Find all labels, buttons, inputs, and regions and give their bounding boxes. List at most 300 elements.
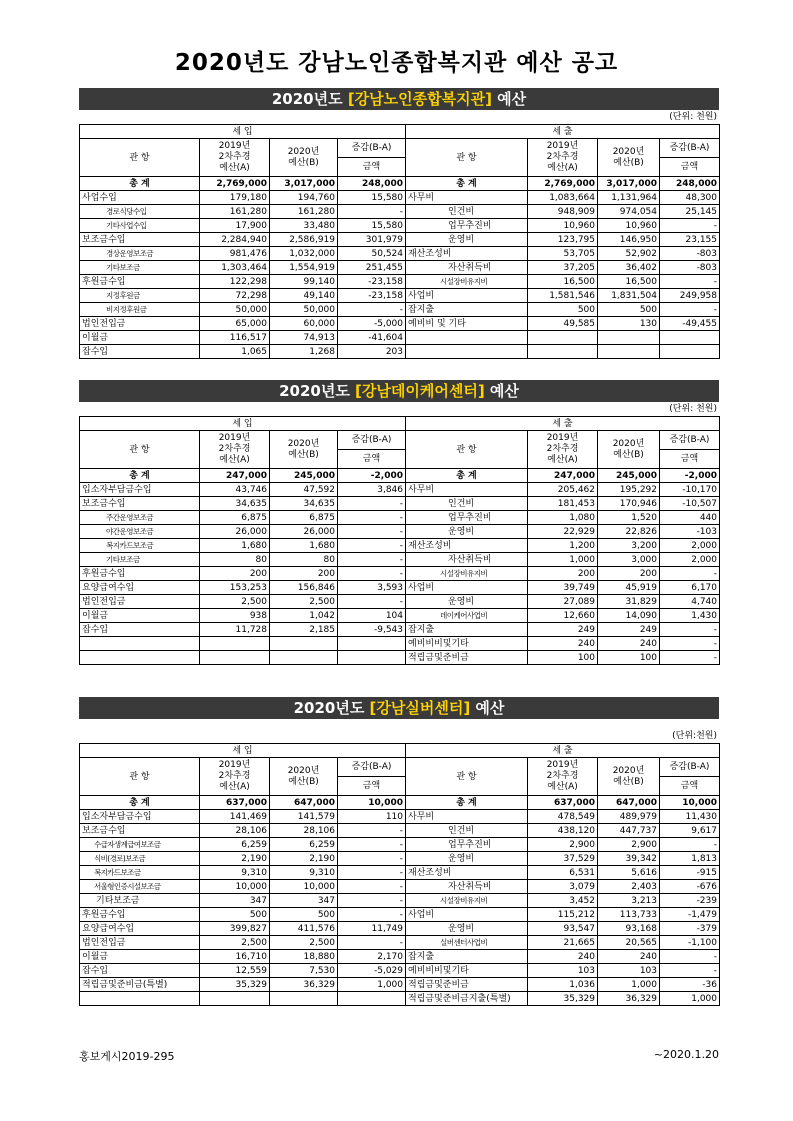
- expense-value: -: [660, 303, 720, 317]
- expense-value: 36,402: [598, 261, 660, 275]
- expense-value: 93,547: [528, 922, 598, 936]
- revenue-value: 200: [270, 567, 338, 581]
- expense-item-label: 잡지출: [406, 303, 528, 317]
- table-row: [80, 317, 720, 331]
- revenue-value: -: [338, 567, 406, 581]
- revenue-value: -: [338, 595, 406, 609]
- revenue-item-label: 경상운영보조금: [80, 247, 200, 261]
- expense-value: 48,300: [660, 191, 720, 205]
- expense-value: 113,733: [598, 908, 660, 922]
- revenue-value: 1,042: [270, 609, 338, 623]
- table-row: [80, 219, 720, 233]
- item-column-header: 관 항: [80, 139, 200, 177]
- table-row: [80, 992, 720, 1006]
- table-row: [80, 483, 720, 497]
- expense-value: [660, 331, 720, 345]
- table-row: [80, 511, 720, 525]
- revenue-value: -5,029: [338, 964, 406, 978]
- expense-item-label: [406, 345, 528, 359]
- revenue-value: -: [338, 497, 406, 511]
- expense-item-label: 재산조성비: [406, 539, 528, 553]
- revenue-value: 1,680: [200, 539, 270, 553]
- revenue-value: 1,268: [270, 345, 338, 359]
- revenue-item-label: 식비(경로)보조금: [80, 852, 200, 866]
- expense-value: -10,507: [660, 497, 720, 511]
- expense-item-label: 사업비: [406, 581, 528, 595]
- expense-value: 16,500: [528, 275, 598, 289]
- item-column-header: 관 항: [80, 431, 200, 469]
- expense-value: 1,581,546: [528, 289, 598, 303]
- revenue-item-label: 야간운영보조금: [80, 525, 200, 539]
- revenue-value: -: [338, 303, 406, 317]
- expense-item-label: 운영비: [406, 233, 528, 247]
- revenue-value: -: [338, 838, 406, 852]
- expense-value: 1,200: [528, 539, 598, 553]
- table-row: [80, 525, 720, 539]
- expense-value: 39,342: [598, 852, 660, 866]
- revenue-value: 16,710: [200, 950, 270, 964]
- revenue-item-label: 보조금수입: [80, 233, 200, 247]
- revenue-item-label: 법인전입금: [80, 317, 200, 331]
- cur-budget-header-line: 2020년: [612, 438, 645, 449]
- expense-item-label: [406, 331, 528, 345]
- expense-item-label: 사업비: [406, 289, 528, 303]
- prev-budget-header: [200, 431, 270, 469]
- table-row: [80, 936, 720, 950]
- revenue-value: 2,170: [338, 950, 406, 964]
- prev-budget-header-line: 2차추경: [546, 771, 579, 781]
- revenue-item-label: 법인전입금: [80, 595, 200, 609]
- revenue-value: 80: [270, 553, 338, 567]
- table-row: [80, 978, 720, 992]
- revenue-value: 179,180: [200, 191, 270, 205]
- posting-period: ~2020.1.20: [653, 1048, 719, 1061]
- revenue-value: 50,000: [200, 303, 270, 317]
- prev-budget-header: [528, 431, 598, 469]
- total-expense-value: -2,000: [660, 469, 720, 483]
- prev-budget-header: [528, 139, 598, 177]
- expense-value: 3,079: [528, 880, 598, 894]
- cur-budget-header-line: 2020년: [287, 146, 320, 157]
- total-expense-value: 248,000: [660, 177, 720, 191]
- expense-value: 240: [598, 950, 660, 964]
- amount-header: 금액: [338, 158, 406, 177]
- table-header-row: [80, 417, 720, 431]
- amount-header: 금액: [660, 777, 720, 796]
- expense-value: 249: [528, 623, 598, 637]
- revenue-value: 1,065: [200, 345, 270, 359]
- section-title-name: [강남노인종합복지관]: [347, 90, 492, 108]
- expense-value: -: [660, 651, 720, 665]
- expense-value: 146,950: [598, 233, 660, 247]
- expense-item-label: 운영비: [406, 922, 528, 936]
- expense-value: 22,826: [598, 525, 660, 539]
- expense-value: 1,083,664: [528, 191, 598, 205]
- table-row: [80, 581, 720, 595]
- section-title-prefix: 2020년도: [271, 90, 348, 108]
- total-revenue-value: 248,000: [338, 177, 406, 191]
- prev-budget-header-line: 예산(A): [547, 163, 578, 173]
- expense-value: 2,900: [598, 838, 660, 852]
- revenue-value: 33,480: [270, 219, 338, 233]
- expense-item-label: 예비비 및 기타: [406, 317, 528, 331]
- budget-table: [79, 416, 720, 665]
- revenue-item-label: 잡수입: [80, 345, 200, 359]
- prev-budget-header-line: 예산(A): [547, 782, 578, 792]
- item-column-header: 관 항: [406, 758, 528, 796]
- section-title-name: [강남데이케어센터]: [355, 382, 485, 400]
- revenue-value: [338, 651, 406, 665]
- prev-budget-header-line: 2019년: [218, 141, 251, 151]
- expense-value: 14,090: [598, 609, 660, 623]
- revenue-value: 161,280: [200, 205, 270, 219]
- expense-item-label: 실버센터사업비: [406, 936, 528, 950]
- revenue-value: 161,280: [270, 205, 338, 219]
- total-revenue-value: 647,000: [270, 796, 338, 810]
- expense-value: 240: [528, 950, 598, 964]
- revenue-item-label: 서울형인증시설보조금: [80, 880, 200, 894]
- table-row: [80, 595, 720, 609]
- table-row: [80, 651, 720, 665]
- expense-value: 36,329: [598, 992, 660, 1006]
- prev-budget-header-line: 2차추경: [218, 152, 251, 162]
- revenue-value: -41,604: [338, 331, 406, 345]
- revenue-item-label: [80, 651, 200, 665]
- revenue-item-label: 후원금수입: [80, 908, 200, 922]
- expense-value: 2,000: [660, 539, 720, 553]
- revenue-value: 47,592: [270, 483, 338, 497]
- cur-budget-header-line: 예산(B): [613, 157, 644, 168]
- table-row: [80, 303, 720, 317]
- cur-budget-header: [270, 758, 338, 796]
- total-revenue-value: 3,017,000: [270, 177, 338, 191]
- expense-value: 10,960: [528, 219, 598, 233]
- revenue-item-label: 기타보조금: [80, 553, 200, 567]
- revenue-value: 938: [200, 609, 270, 623]
- cur-budget-header-line: 예산(B): [288, 776, 319, 787]
- expense-item-label: 자산취득비: [406, 553, 528, 567]
- revenue-value: [270, 651, 338, 665]
- section-title: [79, 697, 719, 719]
- total-expense-value: 3,017,000: [598, 177, 660, 191]
- expense-value: -: [660, 567, 720, 581]
- revenue-value: 2,500: [200, 595, 270, 609]
- revenue-value: 28,106: [270, 824, 338, 838]
- revenue-item-label: 지정후원금: [80, 289, 200, 303]
- total-expense-value: 637,000: [528, 796, 598, 810]
- prev-budget-header-line: 2019년: [218, 433, 251, 443]
- total-expense-value: 647,000: [598, 796, 660, 810]
- total-label: 총 계: [80, 796, 200, 810]
- table-header-row: [80, 431, 720, 450]
- notice-number: 홍보게시2019-295: [79, 1050, 175, 1063]
- total-expense-value: 2,769,000: [528, 177, 598, 191]
- expense-value: [598, 345, 660, 359]
- expense-value: 22,929: [528, 525, 598, 539]
- prev-budget-header-line: 2차추경: [546, 444, 579, 454]
- expense-value: 31,829: [598, 595, 660, 609]
- table-header-row: [80, 744, 720, 758]
- amount-header: 금액: [660, 450, 720, 469]
- revenue-value: 1,680: [270, 539, 338, 553]
- revenue-value: -: [338, 866, 406, 880]
- revenue-value: 18,880: [270, 950, 338, 964]
- revenue-value: 251,455: [338, 261, 406, 275]
- unit-note: (단위: 천원): [669, 404, 717, 414]
- prev-budget-header-line: 2019년: [218, 760, 251, 770]
- section-gangnam-silver-center: [79, 697, 719, 1006]
- expense-value: 240: [598, 637, 660, 651]
- total-expense-value: 10,000: [660, 796, 720, 810]
- revenue-value: 11,749: [338, 922, 406, 936]
- table-row: [80, 908, 720, 922]
- expense-value: 12,660: [528, 609, 598, 623]
- revenue-item-label: 잡수입: [80, 623, 200, 637]
- revenue-value: [200, 992, 270, 1006]
- revenue-value: [338, 992, 406, 1006]
- total-row: [80, 796, 720, 810]
- expense-value: 200: [598, 567, 660, 581]
- expense-value: 438,120: [528, 824, 598, 838]
- expense-value: 1,813: [660, 852, 720, 866]
- revenue-value: 153,253: [200, 581, 270, 595]
- total-revenue-value: -2,000: [338, 469, 406, 483]
- expense-item-label: 잡지출: [406, 950, 528, 964]
- revenue-value: 2,500: [270, 595, 338, 609]
- expense-item-label: 예비비비및기타: [406, 964, 528, 978]
- table-row: [80, 852, 720, 866]
- budget-table: [79, 124, 720, 359]
- revenue-value: 36,329: [270, 978, 338, 992]
- revenue-header: 세 입: [80, 744, 406, 758]
- expense-header: 세 출: [406, 417, 720, 431]
- section-title: [79, 380, 719, 402]
- expense-value: 195,292: [598, 483, 660, 497]
- expense-value: -36: [660, 978, 720, 992]
- revenue-value: 981,476: [200, 247, 270, 261]
- expense-value: -803: [660, 247, 720, 261]
- expense-item-label: 예비비비및기타: [406, 637, 528, 651]
- revenue-value: 3,593: [338, 581, 406, 595]
- cur-budget-header: [598, 758, 660, 796]
- expense-item-label: 자산취득비: [406, 880, 528, 894]
- expense-value: 93,168: [598, 922, 660, 936]
- expense-item-label: 적립금및준비금: [406, 978, 528, 992]
- table-header-row: [80, 758, 720, 777]
- expense-value: 3,200: [598, 539, 660, 553]
- section-gangnam-daycare-center: [79, 380, 719, 665]
- revenue-item-label: 보조금수입: [80, 497, 200, 511]
- prev-budget-header-line: 2차추경: [218, 771, 251, 781]
- cur-budget-header: [598, 139, 660, 177]
- expense-value: 37,529: [528, 852, 598, 866]
- revenue-value: [338, 637, 406, 651]
- table-row: [80, 810, 720, 824]
- expense-value: 489,979: [598, 810, 660, 824]
- expense-value: 200: [528, 567, 598, 581]
- revenue-value: 2,500: [270, 936, 338, 950]
- total-row: [80, 177, 720, 191]
- amount-header: 금액: [338, 450, 406, 469]
- revenue-value: [200, 637, 270, 651]
- expense-value: 123,795: [528, 233, 598, 247]
- expense-item-label: 적립금및준비금지출(특별): [406, 992, 528, 1006]
- expense-value: 1,831,504: [598, 289, 660, 303]
- cur-budget-header-line: 2020년: [287, 765, 320, 776]
- revenue-value: 10,000: [200, 880, 270, 894]
- expense-header: 세 출: [406, 125, 720, 139]
- revenue-value: 1,032,000: [270, 247, 338, 261]
- revenue-value: 6,259: [200, 838, 270, 852]
- expense-value: -239: [660, 894, 720, 908]
- table-row: [80, 950, 720, 964]
- cur-budget-header-line: 2020년: [287, 438, 320, 449]
- revenue-value: 110: [338, 810, 406, 824]
- expense-value: 3,452: [528, 894, 598, 908]
- table-header-row: [80, 125, 720, 139]
- diff-header: 증감(B-A): [338, 431, 406, 450]
- expense-item-label: 운영비: [406, 595, 528, 609]
- expense-item-label: 사무비: [406, 191, 528, 205]
- expense-value: 205,462: [528, 483, 598, 497]
- expense-item-label: 사무비: [406, 483, 528, 497]
- expense-value: -: [660, 838, 720, 852]
- revenue-item-label: 후원금수입: [80, 567, 200, 581]
- revenue-item-label: 복지카드보조금: [80, 866, 200, 880]
- expense-value: [528, 331, 598, 345]
- revenue-value: 116,517: [200, 331, 270, 345]
- expense-value: 3,213: [598, 894, 660, 908]
- expense-value: 1,000: [528, 553, 598, 567]
- revenue-value: 34,635: [200, 497, 270, 511]
- revenue-value: 347: [200, 894, 270, 908]
- expense-value: -1,479: [660, 908, 720, 922]
- expense-value: 52,902: [598, 247, 660, 261]
- revenue-value: [270, 992, 338, 1006]
- expense-value: 21,665: [528, 936, 598, 950]
- revenue-value: 28,106: [200, 824, 270, 838]
- page-title: 2020년도 강남노인종합복지관 예산 공고: [174, 50, 619, 76]
- total-revenue-value: 10,000: [338, 796, 406, 810]
- revenue-item-label: 기타보조금: [80, 894, 200, 908]
- revenue-value: -: [338, 908, 406, 922]
- revenue-item-label: 기타사업수입: [80, 219, 200, 233]
- total-revenue-value: 247,000: [200, 469, 270, 483]
- expense-item-label: 인건비: [406, 497, 528, 511]
- expense-value: -10,170: [660, 483, 720, 497]
- prev-budget-header-line: 2019년: [546, 760, 579, 770]
- revenue-value: 6,875: [270, 511, 338, 525]
- cur-budget-header: [598, 431, 660, 469]
- table-row: [80, 838, 720, 852]
- expense-value: 20,565: [598, 936, 660, 950]
- expense-item-label: 사무비: [406, 810, 528, 824]
- expense-value: -: [660, 623, 720, 637]
- total-label: 총 계: [406, 469, 528, 483]
- expense-value: -1,100: [660, 936, 720, 950]
- cur-budget-header-line: 2020년: [612, 765, 645, 776]
- revenue-value: 200: [200, 567, 270, 581]
- table-row: [80, 880, 720, 894]
- expense-value: 1,000: [598, 978, 660, 992]
- expense-value: 39,749: [528, 581, 598, 595]
- revenue-value: -: [338, 824, 406, 838]
- table-row: [80, 894, 720, 908]
- expense-item-label: 데이케어사업비: [406, 609, 528, 623]
- expense-item-label: 업무추진비: [406, 219, 528, 233]
- expense-value: [598, 331, 660, 345]
- table-row: [80, 275, 720, 289]
- expense-value: 10,960: [598, 219, 660, 233]
- revenue-value: 60,000: [270, 317, 338, 331]
- revenue-value: 9,310: [200, 866, 270, 880]
- total-label: 총 계: [406, 796, 528, 810]
- table-row: [80, 964, 720, 978]
- expense-header: 세 출: [406, 744, 720, 758]
- revenue-value: 65,000: [200, 317, 270, 331]
- prev-budget-header: [528, 758, 598, 796]
- total-label: 총 계: [80, 469, 200, 483]
- expense-value: [528, 345, 598, 359]
- prev-budget-header-line: 2019년: [546, 141, 579, 151]
- revenue-value: -: [338, 525, 406, 539]
- revenue-value: 1,000: [338, 978, 406, 992]
- revenue-value: 17,900: [200, 219, 270, 233]
- revenue-value: 6,875: [200, 511, 270, 525]
- revenue-value: 2,190: [270, 852, 338, 866]
- cur-budget-header-line: 예산(B): [613, 449, 644, 460]
- table-row: [80, 567, 720, 581]
- table-row: [80, 205, 720, 219]
- total-expense-value: 247,000: [528, 469, 598, 483]
- section-title-suffix: 예산: [484, 382, 519, 400]
- diff-header: 증감(B-A): [660, 431, 720, 450]
- revenue-value: 11,728: [200, 623, 270, 637]
- revenue-item-label: 이월금: [80, 609, 200, 623]
- expense-item-label: 시설장비유지비: [406, 894, 528, 908]
- total-label: 총 계: [406, 177, 528, 191]
- expense-value: 447,737: [598, 824, 660, 838]
- expense-value: 103: [528, 964, 598, 978]
- revenue-value: 50,524: [338, 247, 406, 261]
- revenue-value: 2,190: [200, 852, 270, 866]
- expense-value: 1,080: [528, 511, 598, 525]
- expense-value: 45,919: [598, 581, 660, 595]
- table-row: [80, 233, 720, 247]
- expense-value: 23,155: [660, 233, 720, 247]
- expense-value: 100: [528, 651, 598, 665]
- section-title-prefix: 2020년도: [279, 382, 356, 400]
- expense-item-label: 사업비: [406, 908, 528, 922]
- revenue-item-label: 적립금및준비금(특별): [80, 978, 200, 992]
- expense-item-label: 재산조성비: [406, 247, 528, 261]
- expense-value: 170,946: [598, 497, 660, 511]
- expense-value: 35,329: [528, 992, 598, 1006]
- unit-note: (단위: 천원): [669, 112, 717, 122]
- expense-value: 115,212: [528, 908, 598, 922]
- revenue-item-label: 사업수입: [80, 191, 200, 205]
- revenue-value: 9,310: [270, 866, 338, 880]
- expense-value: -: [660, 637, 720, 651]
- revenue-value: 122,298: [200, 275, 270, 289]
- table-header-row: [80, 139, 720, 158]
- table-row: [80, 866, 720, 880]
- revenue-value: 141,469: [200, 810, 270, 824]
- revenue-item-label: 법인전입금: [80, 936, 200, 950]
- total-row: [80, 469, 720, 483]
- revenue-value: 80: [200, 553, 270, 567]
- expense-item-label: 업무추진비: [406, 838, 528, 852]
